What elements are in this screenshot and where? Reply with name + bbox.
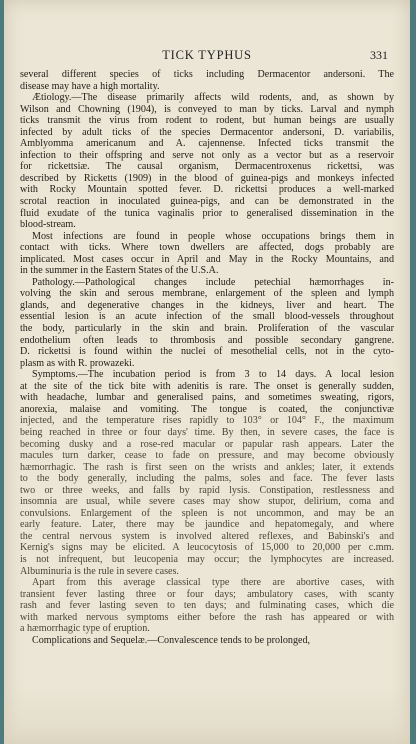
text-line: the body, particularly in the skin and brain. Proliferation of the vascular (20, 323, 394, 335)
text-line: Most infections are found in people whose occupations brings them in (32, 230, 394, 242)
body-text (20, 69, 394, 646)
text-line: Wilson and Chowning (1904), is conveyed to man by ticks. Larval and nymph (20, 103, 394, 115)
text-line: hæmorrhagic. The rash is first seen on the wrists and ankles; later, it extends (20, 461, 394, 473)
text-line: volving the skin and serous membrane, enlargement of the spleen and lymph (20, 288, 394, 300)
text-line: Amblyomma americanum and A. cajennense. Infected ticks transmit the (20, 138, 394, 150)
page-header (4, 48, 410, 66)
text-line: Kernig's signs may be elicited. A leucocytosis of 15,000 to 20,000 per c.mm. (20, 542, 394, 554)
text-line: Albuminuria is the rule in severe cases. (20, 565, 179, 577)
text-line: D. rickettsi is found within the nuclei of mesothelial cells, not in the cyto- (20, 346, 394, 358)
text-line: in the summer in the Eastern States of the U.S.A. (20, 265, 219, 277)
text-line: described by Ricketts (1909) in the blood of guinea-pigs and monkeys infected (20, 172, 394, 184)
text-line: infected by adult ticks of the species Dermacentor andersoni, D. variabilis, (20, 126, 394, 138)
text-line: essential lesion is an acute infection of the small blood-vessels throughout (20, 311, 394, 323)
text-line: to the body generally, including the palms, soles and face. The fever lasts (20, 473, 394, 485)
book-page (4, 0, 410, 744)
text-line: ticks transmit the virus from rodent to rodent, but human beings are usually (20, 115, 394, 127)
text-line: being reached in three or four days' time. By then, in severe cases, the face is (20, 426, 394, 438)
page-number: 331 (370, 48, 388, 62)
text-line: Apart from this average classical type there are abortive cases, with (32, 577, 394, 589)
text-line: transient fever lasting three or four days; ambulatory cases, with scanty (20, 588, 394, 600)
text-line: two or three weeks, and falls by rapid lysis. Constipation, restlessness and (20, 484, 394, 496)
text-line: scrotal reaction in inoculated guinea-pigs, and can be demonstrated in the (20, 196, 394, 208)
text-line: Complications and Sequelæ.—Convalescence tends to be prolonged, (32, 634, 311, 646)
text-line: glands, and degenerative changes in the kidneys, liver and heart. The (20, 299, 394, 311)
text-line: convulsions. Enlargement of the spleen is not uncommon, and may be an (20, 507, 394, 519)
text-line: early feature. Later, there may be jaundice and hepatomegaly, and where (20, 519, 394, 531)
text-line: Ætiology.—The disease primarily affects wild rodents, and, as shown by (32, 92, 394, 104)
text-line: with marked nervous symptoms either before the rash has appeared or with (20, 611, 394, 623)
text-line: contact with ticks. Where town dwellers are affected, dogs probably are (20, 242, 394, 254)
text-line: for rickettsiæ. The causal organism, Dermacentroxenus rickettsi, was (20, 161, 394, 173)
text-line: disease may have a high mortality. (20, 80, 160, 92)
text-line: rash and fever lasting seven to ten days; and fulminating cases, which die (20, 600, 394, 612)
text-line: at the site of the tick bite with adenitis is rare. The onset is generally sudden, (20, 380, 394, 392)
text-line: several different species of ticks including Dermacentor andersoni. The (20, 69, 394, 80)
text-line: is not infrequent, but leucopenia may occur; the lymphocytes are increased. (20, 553, 394, 565)
text-line: endothelium often leads to thrombosis and possible secondary gangrene. (20, 334, 394, 346)
page-shading (4, 684, 410, 744)
text-line: injected, and the temperature rises rapidly to 103° or 104° F., the maximum (20, 415, 394, 427)
text-line: with Rocky Mountain spotted fever. D. rickettsi produces a well-marked (20, 184, 394, 196)
text-line: Symptoms.—The incubation period is from 3 to 14 days. A local lesion (32, 369, 394, 381)
text-line: becoming dusky and a rose-red macular or papular rash appears. Later the (20, 438, 394, 450)
text-line: macules turn darker, cease to fade on pressure, and may become obviously (20, 450, 394, 462)
text-line: fluid exudate of the tunica vaginalis prior to generalised dissemination in the (20, 207, 394, 219)
text-line: implicated. Most cases occur in April and May in the Rocky Mountains, and (20, 253, 394, 265)
text-line: plasm as with R. prowazeki. (20, 357, 135, 369)
text-line: insomnia are usual, while severe cases may show stupor, delirium, coma and (20, 496, 394, 508)
text-line: with headache, lumbar and generalised pains, and sometimes sweating, rigors, (20, 392, 394, 404)
text-line: blood-stream. (20, 219, 76, 231)
text-line: anorexia, malaise and vomiting. The tongue is coated, the conjunctivæ (20, 403, 394, 415)
text-line: infection to their offspring and serve not only as a vector but as a reservoir (20, 149, 394, 161)
text-line: the central nervous system is involved altered reflexes, and Babinski's and (20, 530, 394, 542)
text-line: a hæmorrhagic type of eruption. (20, 623, 150, 635)
text-line: Pathology.—Pathological changes include petechial hæmorrhages in- (32, 276, 394, 288)
running-title: TICK TYPHUS (162, 48, 252, 62)
